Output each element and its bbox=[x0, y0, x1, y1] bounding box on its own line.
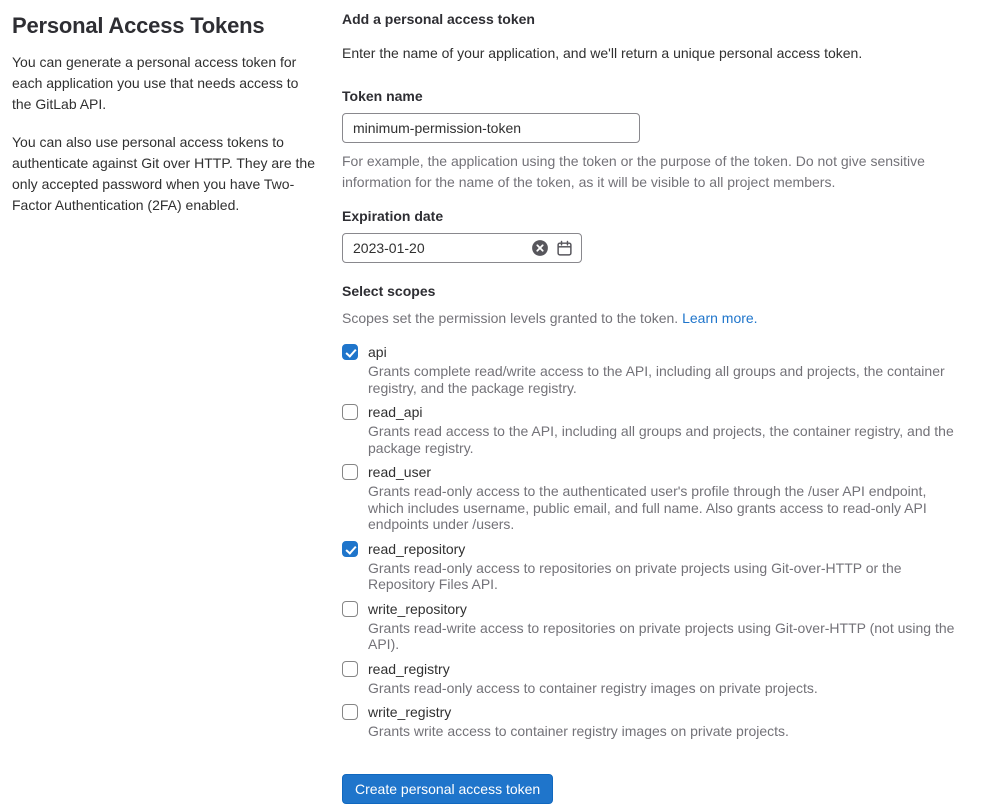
token-name-label: Token name bbox=[342, 88, 423, 104]
scopes-hint bbox=[342, 308, 963, 329]
page-title: Personal Access Tokens bbox=[12, 13, 265, 38]
scope-item-read-repository bbox=[342, 540, 963, 593]
page-sidebar bbox=[12, 10, 330, 804]
scope-label: read_repository bbox=[368, 540, 466, 557]
scope-checkbox-write-registry[interactable] bbox=[342, 704, 358, 720]
token-name-input[interactable] bbox=[342, 113, 640, 143]
calendar-icon[interactable] bbox=[556, 240, 573, 257]
scope-checkbox-read-api[interactable] bbox=[342, 404, 358, 420]
clear-icon[interactable] bbox=[531, 239, 549, 257]
scope-head bbox=[342, 703, 963, 721]
scope-checkbox-write-repository[interactable] bbox=[342, 601, 358, 617]
scope-description: Grants read access to the API, including all groups and projects, the container registry, and the package registry. bbox=[368, 423, 954, 456]
scope-item-api bbox=[342, 343, 963, 396]
scope-head bbox=[342, 403, 963, 421]
form-intro: Enter the name of your application, and we'll return a unique personal access token. bbox=[342, 45, 863, 61]
scope-item-write-repository bbox=[342, 600, 963, 653]
scope-list bbox=[342, 343, 963, 740]
scope-description: Grants read-only access to the authenticated user's profile through the /user API endpoint, which includes username, public email, and full name. Also grants access to read-only API endpoints under /users. bbox=[368, 483, 927, 532]
scope-checkbox-read-repository[interactable] bbox=[342, 541, 358, 557]
expiration-date-field[interactable] bbox=[342, 233, 582, 263]
sidebar-paragraph: You can generate a personal access token for each application you use that needs access to the GitLab API. bbox=[12, 53, 299, 112]
expiration-date-label: Expiration date bbox=[342, 208, 444, 224]
scope-description: Grants write access to container registry images on private projects. bbox=[368, 723, 789, 739]
scope-label: write_repository bbox=[368, 600, 467, 617]
create-token-button[interactable]: Create personal access token bbox=[342, 774, 553, 804]
scope-description: Grants read-write access to repositories on private projects using Git-over-HTTP (not using the API). bbox=[368, 619, 955, 652]
form-title: Add a personal access token bbox=[342, 11, 535, 27]
scope-head bbox=[342, 540, 963, 558]
sidebar-paragraph: You can also use personal access tokens to authenticate against Git over HTTP. They are the only accepted password when you have Two-Factor Authentication (2FA) enabled. bbox=[12, 133, 315, 213]
token-form-section bbox=[342, 10, 963, 804]
scope-item-read-user bbox=[342, 463, 963, 533]
scopes-hint-text: Scopes set the permission levels granted to the token. bbox=[342, 310, 679, 326]
scope-description: Grants read-only access to container registry images on private projects. bbox=[368, 679, 818, 696]
scope-checkbox-read-registry[interactable] bbox=[342, 661, 358, 677]
scope-label: api bbox=[368, 344, 387, 360]
expiration-date-input[interactable] bbox=[353, 240, 524, 256]
scope-description: Grants read-only access to repositories on private projects using Git-over-HTTP or the Repository Files API. bbox=[368, 559, 902, 592]
scope-checkbox-read-user[interactable] bbox=[342, 464, 358, 480]
scope-head bbox=[342, 463, 963, 481]
scope-head bbox=[342, 660, 963, 678]
learn-more-link[interactable]: Learn more. bbox=[682, 310, 758, 326]
scope-head bbox=[342, 343, 963, 361]
scope-label: read_user bbox=[368, 464, 432, 480]
scope-head bbox=[342, 600, 963, 618]
scope-label: read_api bbox=[368, 404, 423, 420]
token-name-help: For example, the application using the token or the purpose of the token. Do not give sensitive information for the name of the token, as it will be visible to all project members. bbox=[342, 153, 925, 190]
select-scopes-label: Select scopes bbox=[342, 283, 436, 299]
scope-label: read_registry bbox=[368, 660, 450, 677]
scope-label: write_registry bbox=[368, 704, 452, 720]
scope-checkbox-api[interactable] bbox=[342, 344, 358, 360]
scope-item-read-api bbox=[342, 403, 963, 456]
scope-description: Grants complete read/write access to the API, including all groups and projects, the container registry, and the package registry. bbox=[368, 363, 945, 396]
scope-item-write-registry bbox=[342, 703, 963, 740]
scope-item-read-registry bbox=[342, 660, 963, 697]
